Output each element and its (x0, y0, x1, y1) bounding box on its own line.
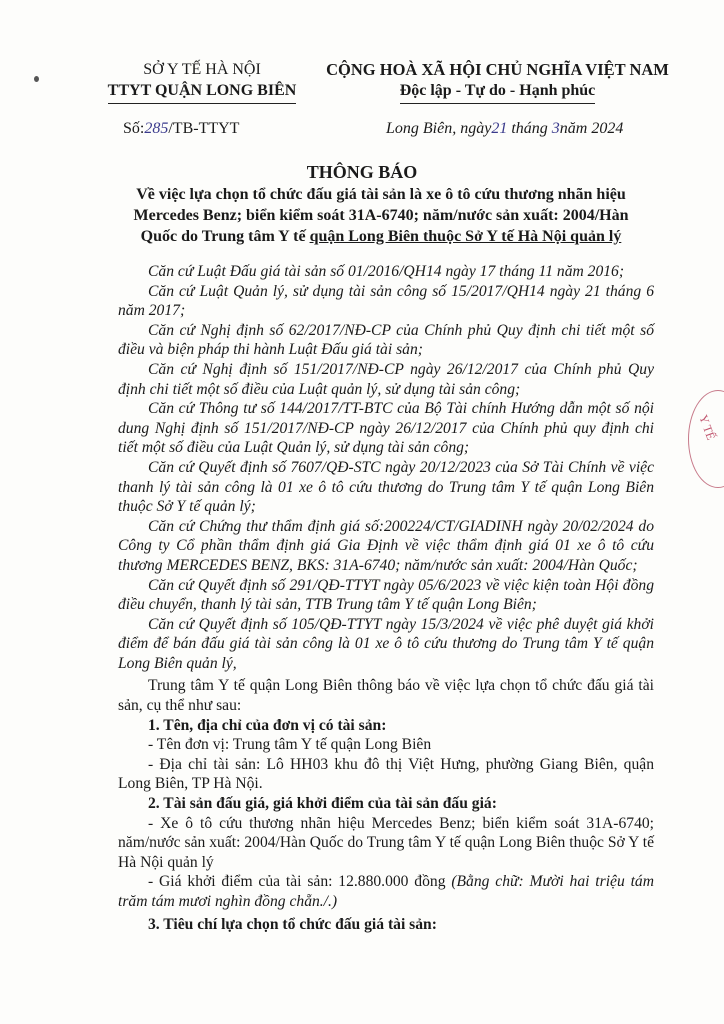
document-title: THÔNG BÁO (306, 162, 418, 182)
legal-basis-8: Căn cứ Quyết định số 291/QĐ-TTYT ngày 05/6/2023 về việc kiện toàn Hội đồng điều chuyển, thanh lý tài sản, TTB Trung tâm Y tế quận Long Biên; (118, 576, 654, 614)
place-and-date (386, 120, 623, 138)
scan-mark (34, 76, 39, 82)
subtitle-part-a: Về việc lựa chọn tổ chức đấu giá tài sản là xe ô tô cứu thương nhãn hiệu Mercedes Benz; biển kiểm soát 31A-6740; năm/nước sản xuất: 2004/Hàn Quốc do Trung tâm Y tế (133, 186, 629, 245)
subtitle-part-b: quận Long Biên thuộc Sở Y tế Hà Nội quản lý (309, 228, 622, 245)
section-1-heading: 1. Tên, địa chỉ của đơn vị có tài sản: (148, 716, 387, 734)
legal-basis-9: Căn cứ Quyết định số 105/QĐ-TTYT ngày 15/3/2024 về việc phê duyệt giá khởi điểm để bán đấu giá tài sản công là 01 xe ô tô cứu thương do Trung tâm Y tế quận Long Biên quản lý, (118, 615, 654, 672)
legal-basis-1: Căn cứ Luật Đấu giá tài sản số 01/2016/QH14 ngày 17 tháng 11 năm 2016; (148, 263, 625, 280)
document-number (123, 120, 239, 138)
month-label: tháng (511, 120, 548, 137)
document-body (118, 262, 654, 934)
legal-basis-2: Căn cứ Luật Quản lý, sử dụng tài sản công số 15/2017/QH14 ngày 21 tháng 6 năm 2017; (118, 282, 654, 320)
legal-basis-6: Căn cứ Quyết định số 7607/QĐ-STC ngày 20/12/2023 của Sở Tài Chính về việc thanh lý tài sản công là 01 xe ô tô cứu thương do Trung tâm Y tế quận Long Biên thuộc Sở Y tế quản lý; (118, 458, 654, 516)
date-month: 3 (551, 120, 560, 137)
section-3-heading: 3. Tiêu chí lựa chọn tổ chức đấu giá tài sản: (148, 915, 437, 933)
issuing-agency-block (92, 60, 312, 104)
section-2-item-1: - Xe ô tô cứu thương nhãn hiệu Mercedes Benz; biển kiểm soát 31A-6740; năm/nước sản xuất: 2004/Hàn Quốc do Trung tâm Y tế quận Long Biên thuộc Sở Y tế Hà Nội quản lý (118, 814, 654, 871)
doc-no-suffix: /TB-TTYT (168, 120, 240, 137)
national-motto: Độc lập - Tự do - Hạnh phúc (400, 80, 596, 104)
legal-basis-4: Căn cứ Nghị định số 151/2017/NĐ-CP ngày 26/12/2017 của Chính phủ Quy định chi tiết một số điều của Luật quản lý, sử dụng tài sản công; (118, 360, 654, 398)
legal-basis-3: Căn cứ Nghị định số 62/2017/NĐ-CP của Chính phủ Quy định chi tiết một số điều và biện pháp thi hành Luật Đấu giá tài sản; (118, 321, 654, 359)
parent-agency: SỞ Y TẾ HÀ NỘI (143, 61, 261, 78)
year-label: năm 2024 (559, 120, 624, 137)
section-2-price (118, 872, 654, 911)
doc-no-prefix: Số: (123, 120, 145, 137)
section-2-heading: 2. Tài sản đấu giá, giá khởi điểm của tài sản đấu giá: (148, 795, 497, 813)
price-in-words: (Bằng chữ: Mười hai triệu tám trăm tám mươi nghìn đồng chẵn./.) (118, 873, 654, 910)
document-subtitle (118, 184, 644, 247)
agency-name: TTYT QUẬN LONG BIÊN (108, 80, 297, 104)
section-1-item-1: - Tên đơn vị: Trung tâm Y tế quận Long Biên (148, 736, 432, 754)
section-1-item-2: - Địa chỉ tài sản: Lô HH03 khu đô thị Việt Hưng, phường Giang Biên, quận Long Biên, TP Hà Nội. (118, 755, 654, 793)
place-prefix: Long Biên, ngày (386, 120, 492, 137)
legal-basis-7: Căn cứ Chứng thư thẩm định giá số:200224/CT/GIADINH ngày 20/02/2024 do Công ty Cổ phần thẩm định giá Gia Định về việc thẩm định giá 01 xe ô tô cứu thương MERCEDES BENZ, BKS: 31A-6740; năm/nước sản xuất: 2004/Hàn Quốc; (118, 517, 654, 574)
intro-paragraph: Trung tâm Y tế quận Long Biên thông báo về việc lựa chọn tổ chức đấu giá tài sản, cụ thể như sau: (118, 677, 654, 715)
date-day: 21 (491, 120, 508, 137)
stamp-text: Y TẾ (696, 412, 719, 442)
national-heading-block (300, 60, 695, 104)
price-prefix: - Giá khởi điểm của tài sản: 12.880.000 đồng (148, 873, 452, 891)
legal-basis-5: Căn cứ Thông tư số 144/2017/TT-BTC của Bộ Tài chính Hướng dẫn một số nội dung Nghị định số 151/2017/NĐ-CP ngày 26/12/2017 của Chính phủ quy định chi tiết một số điều của Luật Quản lý, sử dụng tài sản công; (118, 400, 654, 457)
doc-no-handwritten: 285 (144, 120, 169, 137)
nation-name: CỘNG HOÀ XÃ HỘI CHỦ NGHĨA VIỆT NAM (326, 60, 669, 79)
